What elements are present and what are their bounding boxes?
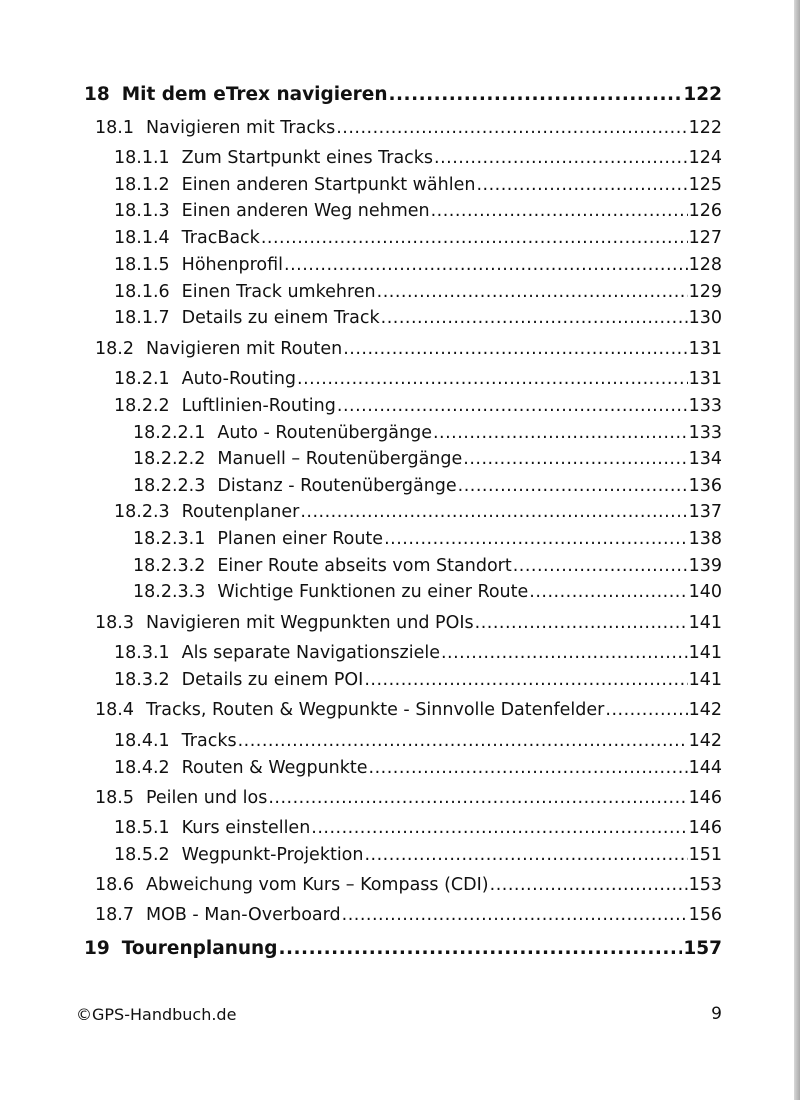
toc-entry-title: Wichtige Funktionen zu einer Route <box>217 582 529 602</box>
toc-entry-page: 124 <box>688 148 722 168</box>
toc-entry-page: 127 <box>688 228 722 248</box>
toc-entry-number: 18.7 <box>95 905 134 925</box>
toc-entry-title: Auto - Routenübergänge <box>217 423 432 443</box>
toc-entry-title: Als separate Navigationsziele <box>181 643 440 663</box>
toc-entry[interactable] <box>114 730 722 752</box>
toc-dot-leader <box>342 904 688 926</box>
toc-entry-title: Navigieren mit Wegpunkten und POIs <box>145 613 474 633</box>
toc-entry-page: 141 <box>688 670 722 690</box>
toc-dot-leader <box>529 581 687 603</box>
toc-entry[interactable] <box>95 338 722 360</box>
toc-dot-leader <box>458 475 688 497</box>
toc-entry-number: 18.3.2 <box>114 670 170 690</box>
toc-entry-page: 140 <box>688 582 722 602</box>
toc-entry-number: 18.2.2 <box>114 396 170 416</box>
toc-dot-leader <box>297 368 688 390</box>
toc-dot-leader <box>605 699 687 721</box>
toc-dot-leader <box>369 757 688 779</box>
toc-entry-number: 18.2.3 <box>114 502 170 522</box>
toc-dot-leader <box>278 938 682 960</box>
toc-entry-title: Einen Track umkehren <box>181 282 376 302</box>
toc-entry-page: 133 <box>688 423 722 443</box>
toc-entry-title: Kurs einstellen <box>181 818 311 838</box>
toc-entry[interactable] <box>114 227 722 249</box>
toc-dot-leader <box>336 117 687 139</box>
toc-entry-number: 18.5.1 <box>114 818 170 838</box>
toc-entry-page: 128 <box>688 255 722 275</box>
toc-entry-title: Tracks <box>181 731 237 751</box>
toc-entry-page: 142 <box>688 700 722 720</box>
toc-dot-leader <box>476 174 687 196</box>
toc-entry-title: Manuell – Routenübergänge <box>217 449 463 469</box>
toc-entry-number: 18.6 <box>95 875 134 895</box>
toc-entry[interactable] <box>114 254 722 276</box>
toc-entry[interactable] <box>114 200 722 222</box>
toc-entry-page: 122 <box>688 118 722 138</box>
toc-entry-title: Navigieren mit Tracks <box>145 118 336 138</box>
toc-dot-leader <box>490 874 688 896</box>
toc-entry-page: 131 <box>688 339 722 359</box>
toc-entry[interactable] <box>114 642 722 664</box>
toc-entry-number: 18.5 <box>95 788 134 808</box>
toc-entry-number: 18.1.5 <box>114 255 170 275</box>
toc-entry-title: Tourenplanung <box>121 938 278 959</box>
toc-entry[interactable] <box>95 699 722 721</box>
toc-entry-title: Routen & Wegpunkte <box>181 758 368 778</box>
toc-entry[interactable] <box>114 669 722 691</box>
toc-entry[interactable] <box>114 844 722 866</box>
toc-dot-leader <box>381 307 688 329</box>
toc-entry[interactable] <box>114 174 722 196</box>
toc-entry-number: 18.2.2.1 <box>133 423 206 443</box>
toc-entry-title: Einen anderen Weg nehmen <box>181 201 430 221</box>
toc-entry-title: Planen einer Route <box>217 529 384 549</box>
toc-entry-number: 18.2 <box>95 339 134 359</box>
toc-entry-title: Wegpunkt-Projektion <box>181 845 364 865</box>
toc-entry-number: 18 <box>84 84 110 105</box>
toc-entry[interactable] <box>133 422 722 444</box>
toc-entry-page: 141 <box>688 643 722 663</box>
toc-dot-leader <box>389 84 683 106</box>
toc-entry[interactable] <box>133 448 722 470</box>
toc-entry-number: 18.1.1 <box>114 148 170 168</box>
toc-entry-title: Luftlinien-Routing <box>181 396 336 416</box>
toc-dot-leader <box>441 642 688 664</box>
toc-entry-page: 122 <box>683 84 722 105</box>
toc-entry-page: 151 <box>688 845 722 865</box>
toc-dot-leader <box>337 395 688 417</box>
toc-entry-title: Peilen und los <box>145 788 268 808</box>
toc-entry-page: 144 <box>688 758 722 778</box>
toc-entry[interactable] <box>114 147 722 169</box>
toc-entry-title: Abweichung vom Kurs – Kompass (CDI) <box>145 875 489 895</box>
toc-entry-number: 18.1.6 <box>114 282 170 302</box>
toc-entry-number: 18.1.4 <box>114 228 170 248</box>
toc-dot-leader <box>463 448 687 470</box>
toc-entry-page: 126 <box>688 201 722 221</box>
toc-entry-number: 18.3.1 <box>114 643 170 663</box>
toc-entry-page: 129 <box>688 282 722 302</box>
toc-entry[interactable] <box>133 528 722 550</box>
toc-entry-title: Einen anderen Startpunkt wählen <box>181 175 476 195</box>
toc-entry-number: 18.1.7 <box>114 308 170 328</box>
toc-entry-title: Auto-Routing <box>181 369 297 389</box>
toc-dot-leader <box>475 612 688 634</box>
toc-entry-title: Zum Startpunkt eines Tracks <box>181 148 434 168</box>
toc-entry-number: 18.4.2 <box>114 758 170 778</box>
toc-entry-page: 130 <box>688 308 722 328</box>
toc-entry-number: 18.1 <box>95 118 134 138</box>
toc-entry-page: 138 <box>688 529 722 549</box>
toc-entry-page: 136 <box>688 476 722 496</box>
toc-dot-leader <box>343 338 687 360</box>
toc-dot-leader <box>284 254 688 276</box>
toc-entry[interactable] <box>114 757 722 779</box>
toc-dot-leader <box>300 501 687 523</box>
toc-entry-number: 18.2.2.2 <box>133 449 206 469</box>
toc-dot-leader <box>238 730 688 752</box>
toc-entry-title: Navigieren mit Routen <box>145 339 343 359</box>
toc-dot-leader <box>434 147 688 169</box>
toc-entry[interactable] <box>84 84 722 106</box>
toc-entry-title: Höhenprofil <box>181 255 283 275</box>
toc-entry-page: 146 <box>688 788 722 808</box>
toc-entry[interactable] <box>133 475 722 497</box>
toc-entry-page: 139 <box>688 556 722 576</box>
toc-entry-number: 18.1.3 <box>114 201 170 221</box>
toc-entry[interactable] <box>114 395 722 417</box>
toc-entry-title: Einer Route abseits vom Standort <box>217 556 512 576</box>
toc-entry-title: MOB - Man-Overboard <box>145 905 341 925</box>
toc-entry-page: 142 <box>688 731 722 751</box>
toc-entry-page: 141 <box>688 613 722 633</box>
toc-entry-title: Details zu einem POI <box>181 670 364 690</box>
toc-entry-title: Distanz - Routenübergänge <box>217 476 457 496</box>
toc-dot-leader <box>377 281 688 303</box>
toc-entry-title: Routenplaner <box>181 502 300 522</box>
toc-entry[interactable] <box>114 501 722 523</box>
toc-entry[interactable] <box>95 874 722 896</box>
toc-dot-leader <box>364 844 687 866</box>
toc-entry-number: 18.5.2 <box>114 845 170 865</box>
toc-entry-page: 131 <box>688 369 722 389</box>
toc-entry-number: 18.2.2.3 <box>133 476 206 496</box>
toc-entry-title: Mit dem eTrex navigieren <box>121 84 388 105</box>
toc-entry-number: 18.4.1 <box>114 731 170 751</box>
toc-entry[interactable] <box>84 938 722 960</box>
toc-entry-number: 18.3 <box>95 613 134 633</box>
toc-entry-title: Tracks, Routen & Wegpunkte - Sinnvolle Datenfelder <box>145 700 605 720</box>
toc-dot-leader <box>268 787 687 809</box>
toc-entry-page: 125 <box>688 175 722 195</box>
toc-entry-page: 146 <box>688 818 722 838</box>
toc-dot-leader <box>513 555 688 577</box>
toc-entry[interactable] <box>95 787 722 809</box>
toc-entry-page: 156 <box>688 905 722 925</box>
toc-entry-number: 18.2.3.1 <box>133 529 206 549</box>
toc-dot-leader <box>384 528 688 550</box>
toc-dot-leader <box>433 422 688 444</box>
toc-dot-leader <box>261 227 688 249</box>
toc-entry[interactable] <box>114 307 722 329</box>
toc-entry-page: 157 <box>683 938 722 959</box>
toc-dot-leader <box>431 200 688 222</box>
page-edge-shadow <box>794 0 800 1100</box>
toc-entry-number: 18.4 <box>95 700 134 720</box>
toc-entry-page: 153 <box>688 875 722 895</box>
toc-entry-title: TracBack <box>181 228 260 248</box>
toc-dot-leader <box>311 817 687 839</box>
toc-entry-page: 133 <box>688 396 722 416</box>
toc-entry[interactable] <box>95 117 722 139</box>
toc-entry-number: 18.1.2 <box>114 175 170 195</box>
toc-entry[interactable] <box>114 281 722 303</box>
toc-entry-number: 18.2.3.2 <box>133 556 206 576</box>
toc-entry-page: 137 <box>688 502 722 522</box>
toc-dot-leader <box>364 669 687 691</box>
toc-entry-number: 19 <box>84 938 110 959</box>
footer-copyright: ©GPS-Handbuch.de <box>76 1005 237 1024</box>
toc-entry[interactable] <box>95 904 722 926</box>
toc-entry[interactable] <box>95 612 722 634</box>
toc-entry[interactable] <box>114 817 722 839</box>
toc-entry[interactable] <box>114 368 722 390</box>
toc-entry-number: 18.2.1 <box>114 369 170 389</box>
toc-entry-title: Details zu einem Track <box>181 308 380 328</box>
toc-entry-number: 18.2.3.3 <box>133 582 206 602</box>
toc-entry[interactable] <box>133 581 722 603</box>
footer-page-number: 9 <box>711 1004 722 1024</box>
toc-entry[interactable] <box>133 555 722 577</box>
toc-entry-page: 134 <box>688 449 722 469</box>
